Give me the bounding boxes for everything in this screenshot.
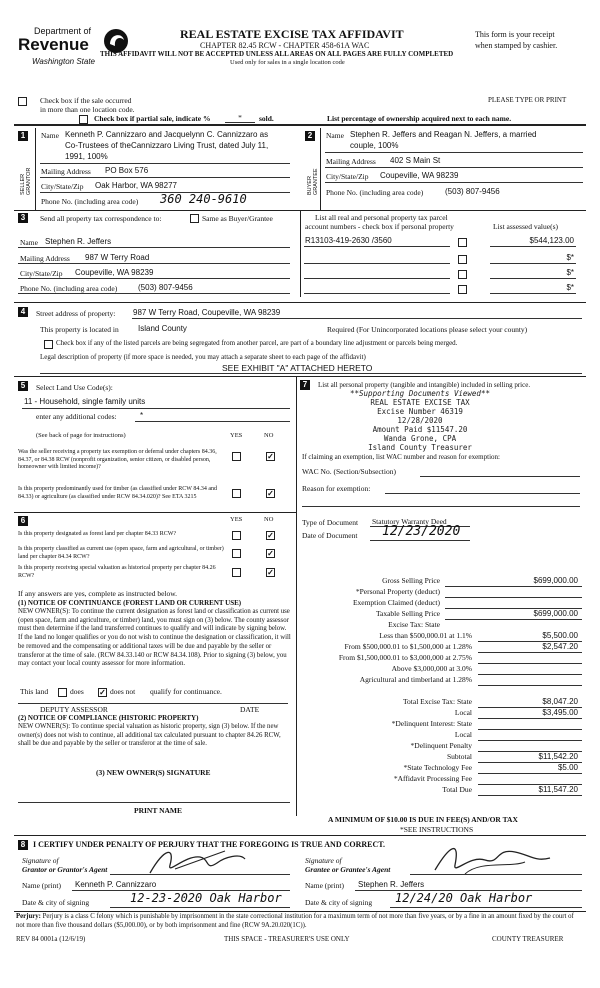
form-warning: THIS AFFIDAVIT WILL NOT BE ACCEPTED UNLESS ALL AREAS ON ALL PAGES ARE FULLY COMPLETED bbox=[100, 50, 454, 58]
additional-rule bbox=[135, 421, 290, 422]
seller-side-label: SELLER GRANTOR bbox=[20, 167, 32, 195]
parcel-value-1[interactable]: $544,123.00 bbox=[529, 236, 574, 245]
divider-sec5 bbox=[14, 376, 586, 377]
sec6-q3-no-checkbox[interactable] bbox=[266, 568, 275, 577]
county[interactable]: Island County bbox=[138, 324, 187, 333]
parcel-personal-checkbox-4[interactable] bbox=[458, 285, 467, 294]
seller-name-1[interactable]: Kenneth P. Cannizzaro and Jacquelynn C. Cannizzaro as bbox=[65, 130, 269, 139]
dor-logo bbox=[18, 24, 133, 72]
grantor-name-label: Name (print) bbox=[22, 881, 61, 890]
tax-row bbox=[300, 719, 582, 730]
receipt-note-2: when stamped by cashier. bbox=[475, 41, 558, 50]
sec5-no-header: NO bbox=[264, 432, 274, 439]
buyer-side-rule bbox=[320, 128, 321, 210]
tax-corr-mailing[interactable]: 987 W Terry Road bbox=[85, 253, 150, 262]
tax-row bbox=[300, 620, 582, 631]
notice1-body: NEW OWNER(S): To continue the current designation as forest land or classification as current use (open space, farm and agriculture, or timber) land, you must sign on (3) below. The county assessor must then determine if the land transferred continues to qualify and will indicate by signing below. If the land no longer qualifies or you do not wish to continue the designation or classification, it will be removed and the compensating or additional taxes will be due and payable by the seller or transferor at the time of sale. (RCW 84.33.140 or RCW 84.34.108). Prior to signing (3) below, you may contact your local county assessor for more information. bbox=[18, 608, 291, 668]
value-rule-4 bbox=[490, 293, 576, 294]
tax-row-label: *Delinquent Penalty bbox=[410, 741, 472, 750]
notice2-title: (2) NOTICE OF COMPLIANCE (HISTORIC PROPERTY) bbox=[18, 714, 199, 722]
parcel-value-4[interactable]: $* bbox=[566, 283, 574, 292]
sec6-q1: Is this property designated as forest land per chapter 84.33 RCW? bbox=[18, 531, 177, 537]
section-7-number: 7 bbox=[300, 380, 310, 390]
stamp-line-7: Island County Treasurer bbox=[368, 443, 472, 452]
personal-property-label: List all personal property (tangible and intangible) included in selling price. bbox=[318, 381, 531, 389]
sec6-q3-yes-checkbox[interactable] bbox=[232, 568, 241, 577]
additional-codes-label: enter any additional codes: bbox=[36, 412, 117, 421]
parcel-rule-3 bbox=[304, 278, 450, 279]
tax-row-value[interactable]: $699,000.00 bbox=[533, 576, 578, 585]
buyer-mailing[interactable]: 402 S Main St bbox=[390, 156, 441, 165]
partial-sale-sold: sold. bbox=[259, 114, 274, 123]
land-use-label: Select Land Use Code(s): bbox=[36, 383, 113, 392]
tax-corr-phone[interactable]: (503) 807-9456 bbox=[138, 283, 193, 292]
reason-label: Reason for exemption: bbox=[302, 484, 371, 493]
seller-side-rule bbox=[35, 128, 36, 210]
grantor-sig-label-1: Signature of bbox=[22, 856, 59, 865]
perjury-label: Perjury: bbox=[16, 913, 41, 920]
perjury-note bbox=[16, 913, 584, 930]
tax-row-label: Local bbox=[454, 708, 472, 717]
new-owner-sig-label: (3) NEW OWNER(S) SIGNATURE bbox=[96, 768, 211, 777]
section-2-number: 2 bbox=[305, 131, 315, 141]
tax-corr-phone-rule bbox=[18, 293, 290, 294]
does-not-checkbox[interactable] bbox=[98, 688, 107, 697]
certify-text: I CERTIFY UNDER PENALTY OF PERJURY THAT THE FOREGOING IS TRUE AND CORRECT. bbox=[33, 840, 386, 849]
doc-date[interactable]: 12/23/2020 bbox=[382, 524, 461, 539]
tax-row-rule bbox=[478, 795, 582, 796]
sec5-q1-yes-checkbox[interactable] bbox=[232, 452, 241, 461]
seller-mailing-label: Mailing Address bbox=[41, 167, 91, 176]
street-rule bbox=[132, 318, 582, 319]
seller-phone[interactable]: 360 240-9610 bbox=[160, 192, 247, 206]
tax-row-label: Above $3,000,000 at 3.0% bbox=[391, 664, 472, 673]
tax-row-label: *Delinquent Interest: State bbox=[391, 719, 472, 728]
tax-row bbox=[300, 741, 582, 752]
tax-row-label: From $500,000.01 to $1,500,000 at 1.28% bbox=[344, 642, 472, 651]
form-title: REAL ESTATE EXCISE TAX AFFIDAVIT bbox=[180, 27, 404, 41]
tax-corr-name-label: Name bbox=[20, 238, 38, 247]
multi-location-label-1: Check box if the sale occurred bbox=[40, 96, 132, 105]
divider-sec8 bbox=[14, 835, 586, 836]
tax-row bbox=[300, 708, 582, 719]
legal-label: Legal description of property (if more space is needed, you may attach a separate sheet to each page of the affidavit) bbox=[40, 353, 366, 361]
does-not-label: does not bbox=[110, 687, 136, 696]
tax-corr-city-rule bbox=[18, 278, 290, 279]
tax-row-label: Local bbox=[454, 730, 472, 739]
sec5-yes-header: YES bbox=[230, 432, 243, 439]
assessed-header: List assessed value(s) bbox=[493, 222, 558, 231]
tax-row bbox=[300, 785, 582, 796]
tax-corr-name[interactable]: Stephen R. Jeffers bbox=[45, 237, 112, 246]
tax-row bbox=[300, 763, 582, 774]
stamp-line-5: Amount Paid $11547.20 bbox=[372, 425, 468, 434]
buyer-city-label: City/State/Zip bbox=[326, 172, 369, 181]
reason-rule-2[interactable] bbox=[302, 506, 580, 507]
treasurer-stamp bbox=[310, 389, 530, 452]
sec5-q1: Was the seller receiving a property tax exemption or deferral under chapters 84.36, 84.37, or 84.38 RCW (nonprofit organization, senior citizen, or disabled person, homeowner with limited income)? bbox=[18, 449, 217, 470]
parcel-rule-4 bbox=[304, 293, 450, 294]
sec6-if-yes: If any answers are yes, complete as instructed below. bbox=[18, 589, 178, 598]
sec6-q1-yes-checkbox[interactable] bbox=[232, 531, 241, 540]
sec6-q2: Is this property classified as current use (open space, farm and agricultural, or timber) land per chapter 84.34 RCW? bbox=[18, 546, 224, 560]
divider-sec6 bbox=[14, 512, 296, 513]
additional-codes[interactable]: * bbox=[140, 411, 144, 420]
seller-phone-label: Phone No. (including area code) bbox=[41, 197, 139, 206]
buyer-city[interactable]: Coupeville, WA 98239 bbox=[380, 171, 459, 180]
tax-row-label: Gross Selling Price bbox=[382, 576, 440, 585]
form-chapter: CHAPTER 82.45 RCW - CHAPTER 458-61A WAC bbox=[200, 41, 370, 50]
tax-corr-city[interactable]: Coupeville, WA 98239 bbox=[75, 268, 154, 277]
parcel-rule-1 bbox=[304, 246, 450, 247]
tax-row bbox=[300, 697, 582, 708]
buyer-mailing-label: Mailing Address bbox=[326, 157, 376, 166]
tax-corr-city-label: City/State/Zip bbox=[20, 269, 63, 278]
located-label: This property is located in bbox=[40, 325, 119, 334]
tax-row-value[interactable]: $5,500.00 bbox=[542, 631, 578, 640]
stamp-line-3: Excise Number 46319 bbox=[377, 407, 463, 416]
tax-row bbox=[300, 730, 582, 741]
tax-row-label: *State Technology Fee bbox=[403, 763, 472, 772]
tax-row-value[interactable]: $11,547.20 bbox=[538, 785, 578, 794]
land-use-code[interactable]: 11 - Household, single family units bbox=[24, 397, 146, 406]
tax-row-label: Subtotal bbox=[446, 752, 472, 761]
same-as-buyer-checkbox[interactable] bbox=[190, 214, 199, 223]
parcel-personal-checkbox-2[interactable] bbox=[458, 255, 467, 264]
value-rule-3 bbox=[490, 278, 576, 279]
seller-city[interactable]: Oak Harbor, WA 98277 bbox=[95, 181, 177, 190]
sec5-q2-no-checkbox[interactable] bbox=[266, 489, 275, 498]
required-note: Required (For Unincorporated locations please select your county) bbox=[327, 325, 528, 334]
tax-row bbox=[300, 587, 582, 598]
parcel-value-2[interactable]: $* bbox=[566, 253, 574, 262]
tax-row-value[interactable]: $5.00 bbox=[557, 763, 578, 772]
wac-rule[interactable] bbox=[420, 476, 580, 477]
section-4-number: 4 bbox=[18, 307, 28, 317]
doc-date-rule bbox=[370, 540, 470, 541]
tax-row-label: Less than $500,000.01 at 1.1% bbox=[379, 631, 472, 640]
doc-type-label: Type of Document bbox=[302, 518, 359, 527]
section-8-number: 8 bbox=[18, 840, 28, 850]
deputy-rule bbox=[18, 703, 288, 704]
multi-location-checkbox[interactable] bbox=[18, 97, 27, 106]
tax-row bbox=[300, 664, 582, 675]
minimum-note: A MINIMUM OF $10.00 IS DUE IN FEE(S) AND/OR TAX bbox=[328, 815, 518, 824]
grantee-date-rule bbox=[390, 907, 582, 908]
grantee-name-label: Name (print) bbox=[305, 881, 344, 890]
seller-name-2[interactable]: Co-Trustees of theCannizzaro Living Trust, dated July 11, bbox=[65, 141, 269, 150]
section-3-number: 3 bbox=[18, 213, 28, 223]
street-label: Street address of property: bbox=[36, 309, 116, 318]
buyer-name-1[interactable]: Stephen R. Jeffers and Reagan N. Jeffers, a married bbox=[350, 130, 537, 139]
form-number: REV 84 0001a (12/6/19) bbox=[16, 935, 86, 943]
doc-date-label: Date of Document bbox=[302, 531, 358, 540]
perjury-text: Perjury is a class C felony which is punishable by imprisonment in the state correctional institution for a maximum term of not more than five years, or by a fine in an amount fixed by the court of not more than five thousand dollars ($5,000.00), or by both imprisonment and fine (RCW 9A.20.020(1C)). bbox=[16, 913, 574, 929]
buyer-phone-label: Phone No. (including area code) bbox=[326, 188, 424, 197]
tax-row bbox=[300, 752, 582, 763]
grantee-date-city[interactable]: 12/24/20 Oak Harbor bbox=[395, 891, 533, 905]
partial-sale-checkbox[interactable] bbox=[79, 115, 88, 124]
exemption-label: If claiming an exemption, list WAC number and reason for exemption: bbox=[302, 453, 500, 461]
street-address[interactable]: 987 W Terry Road, Coupeville, WA 98239 bbox=[133, 308, 281, 317]
notice2-body: NEW OWNER(S): To continue special valuation as historic property, sign (3) below. If the new owner(s) does not wish to continue, all additional tax calculated pursuant to chapter 84.26 RCW, shall be due and payable by the seller or transferor at the time of sale. bbox=[18, 723, 281, 748]
parcel-value-3[interactable]: $* bbox=[566, 268, 574, 277]
tax-row-value[interactable]: $8,047.20 bbox=[542, 697, 578, 706]
doc-type[interactable]: Statutory Warranty Deed bbox=[372, 517, 447, 526]
parcel-account-1[interactable]: R13103-419-2630 /3560 bbox=[305, 236, 392, 245]
seller-mailing-rule bbox=[40, 177, 290, 178]
tax-row bbox=[300, 642, 582, 653]
tax-row bbox=[300, 631, 582, 642]
tax-row-label: Taxable Selling Price bbox=[375, 609, 440, 618]
tax-row-value[interactable]: $2,547.20 bbox=[542, 642, 578, 651]
please-type-print: PLEASE TYPE OR PRINT bbox=[488, 96, 567, 104]
see-instructions: *SEE INSTRUCTIONS bbox=[400, 825, 474, 834]
middle-column-rule bbox=[296, 376, 297, 816]
grantor-sig-label-2: Grantor or Grantor's Agent bbox=[22, 865, 108, 874]
logo-dept-line2: Revenue bbox=[18, 35, 89, 54]
reason-rule[interactable] bbox=[385, 493, 580, 494]
grantor-name[interactable]: Kenneth P. Cannizzaro bbox=[75, 880, 157, 889]
does-label: does bbox=[70, 687, 84, 696]
tax-corr-mailing-label: Mailing Address bbox=[20, 254, 70, 263]
buyer-mailing-rule bbox=[325, 167, 583, 168]
treasurer-use-only: THIS SPACE - TREASURER'S USE ONLY bbox=[224, 935, 350, 943]
this-land-label: This land bbox=[20, 687, 49, 696]
deputy-label: DEPUTY ASSESSOR bbox=[40, 705, 108, 714]
divider-top bbox=[14, 124, 586, 126]
divider-sec4 bbox=[14, 302, 586, 303]
sec6-q1-no-checkbox[interactable] bbox=[266, 531, 275, 540]
buyer-city-rule bbox=[325, 182, 583, 183]
section-1-number: 1 bbox=[18, 131, 28, 141]
tax-row bbox=[300, 576, 582, 587]
tax-row-label: Total Excise Tax: State bbox=[402, 697, 472, 706]
tax-row bbox=[300, 675, 582, 686]
value-rule-2 bbox=[490, 263, 576, 264]
tax-row-label: *Affidavit Processing Fee bbox=[393, 774, 472, 783]
tax-corr-phone-label: Phone No. (including area code) bbox=[20, 284, 118, 293]
sec5-q2: Is this property predominantly used for timber (as classified under RCW 84.34 and 84.33) or agriculture (as classified under RCW 84.34.020)? See ETA 3215 bbox=[18, 486, 218, 500]
seller-name-rule bbox=[40, 163, 290, 164]
tax-row-value[interactable]: $11,542.20 bbox=[538, 752, 578, 761]
parcel-personal-checkbox-3[interactable] bbox=[458, 270, 467, 279]
legal-rule bbox=[40, 373, 582, 374]
tax-row bbox=[300, 653, 582, 664]
grantee-sig-label-1: Signature of bbox=[305, 856, 342, 865]
segregated-label: Check box if any of the listed parcels are being segregated from another parcel, are part of a boundary line adjustment or parcels being merged. bbox=[56, 339, 458, 347]
segregated-checkbox[interactable] bbox=[44, 340, 53, 349]
multi-location-label-2: in more than one location code. bbox=[40, 105, 135, 114]
seller-name-label: Name bbox=[41, 131, 59, 140]
logo-dept-line1: Department of bbox=[34, 26, 92, 36]
parcel-personal-checkbox-1[interactable] bbox=[458, 238, 467, 247]
sec6-no-header: NO bbox=[264, 516, 274, 523]
parcel-header-1: List all real and personal property tax parcel bbox=[315, 213, 448, 222]
parcel-rule-2 bbox=[304, 263, 450, 264]
wac-label: WAC No. (Section/Subsection) bbox=[302, 467, 396, 476]
buyer-phone[interactable]: (503) 807-9456 bbox=[445, 187, 500, 196]
grantee-date-city-label: Date & city of signing bbox=[305, 898, 373, 907]
see-back-label: (See back of page for instructions) bbox=[36, 432, 126, 439]
ownership-note: List percentage of ownership acquired next to each name. bbox=[327, 114, 512, 123]
notice1-title: (1) NOTICE OF CONTINUANCE (FOREST LAND OR CURRENT USE) bbox=[18, 599, 242, 607]
tax-corr-name-rule bbox=[18, 247, 290, 248]
county-treasurer: COUNTY TREASURER bbox=[492, 935, 564, 943]
grantee-sig-rule bbox=[410, 874, 582, 875]
grantor-date-city[interactable]: 12-23-2020 Oak Harbor bbox=[130, 891, 282, 905]
deputy-date-label: DATE bbox=[240, 705, 260, 714]
tax-row bbox=[300, 686, 582, 697]
partial-sale-percent[interactable]: * bbox=[225, 113, 255, 123]
does-checkbox[interactable] bbox=[58, 688, 67, 697]
sec5-q1-no-checkbox[interactable] bbox=[266, 452, 275, 461]
grantor-date-city-label: Date & city of signing bbox=[22, 898, 90, 907]
print-name-label: PRINT NAME bbox=[134, 806, 182, 815]
stamp-line-4: 12/28/2020 bbox=[397, 416, 443, 425]
buyer-name-label: Name bbox=[326, 131, 344, 140]
tax-corr-mailing-rule bbox=[18, 263, 290, 264]
section-5-number: 5 bbox=[18, 381, 28, 391]
grantee-sig-label-2: Grantee or Grantee's Agent bbox=[305, 865, 391, 874]
tax-row bbox=[300, 774, 582, 785]
stamp-line-2: REAL ESTATE EXCISE TAX bbox=[370, 398, 470, 407]
sec6-q2-no-checkbox[interactable] bbox=[266, 549, 275, 558]
tax-row-value[interactable]: $3,495.00 bbox=[542, 708, 578, 717]
buyer-name-2[interactable]: couple, 100% bbox=[350, 141, 399, 150]
tax-calc bbox=[300, 576, 582, 796]
sec5-q2-yes-checkbox[interactable] bbox=[232, 489, 241, 498]
same-as-buyer-label: Same as Buyer/Grantee bbox=[202, 214, 273, 223]
tax-row bbox=[300, 598, 582, 609]
tax-row-label: Excise Tax: State bbox=[388, 620, 440, 629]
section-6-number: 6 bbox=[18, 516, 28, 526]
stamp-line-1: **Supporting Documents Viewed** bbox=[350, 389, 490, 398]
parcel-header-2: account numbers - check box if personal property bbox=[305, 222, 454, 231]
tax-row-label: Total Due bbox=[442, 785, 472, 794]
new-owner-sig-rule bbox=[18, 802, 290, 803]
sec6-q2-yes-checkbox[interactable] bbox=[232, 549, 241, 558]
seller-city-label: City/State/Zip bbox=[41, 182, 84, 191]
divider-footer bbox=[14, 911, 586, 912]
legal-description[interactable]: SEE EXHIBIT "A" ATTACHED HERETO bbox=[222, 363, 373, 373]
stamp-line-6: Wanda Grone, CPA bbox=[383, 434, 457, 443]
grantor-sig-rule bbox=[110, 874, 290, 875]
qualify-label: qualify for continuance. bbox=[150, 687, 222, 696]
partial-sale-label: Check box if partial sale, indicate % bbox=[94, 114, 211, 123]
single-location-note: Used only for sales in a single location code bbox=[230, 59, 345, 66]
seller-mailing[interactable]: PO Box 576 bbox=[105, 166, 149, 175]
tax-row-label: From $1,500,000.01 to $3,000,000 at 2.75% bbox=[338, 653, 472, 662]
grantor-date-rule bbox=[110, 907, 290, 908]
tax-row-label: Exemption Claimed (deduct) bbox=[352, 598, 440, 607]
logo-dept-line3: Washington State bbox=[32, 57, 96, 66]
land-use-rule bbox=[22, 408, 290, 409]
parcel-column-rule bbox=[300, 211, 301, 297]
seller-name-3[interactable]: 1991, 100% bbox=[65, 152, 108, 161]
tax-row-label: *Personal Property (deduct) bbox=[355, 587, 440, 596]
buyer-side-label: BUYER GRANTEE bbox=[307, 168, 319, 195]
sec6-q3: Is this property receiving special valuation as historical property per chapter 84.26 RCW? bbox=[18, 565, 216, 579]
tax-corr-label: Send all property tax correspondence to: bbox=[40, 214, 162, 223]
receipt-note-1: This form is your receipt bbox=[475, 30, 555, 39]
tax-row-label: Agricultural and timberland at 1.28% bbox=[359, 675, 472, 684]
value-rule-1 bbox=[490, 246, 576, 247]
buyer-name-rule bbox=[325, 152, 583, 153]
tax-row bbox=[300, 609, 582, 620]
tax-row-value[interactable]: $699,000.00 bbox=[533, 609, 578, 618]
grantee-name[interactable]: Stephen R. Jeffers bbox=[358, 880, 425, 889]
sec6-yes-header: YES bbox=[230, 516, 243, 523]
